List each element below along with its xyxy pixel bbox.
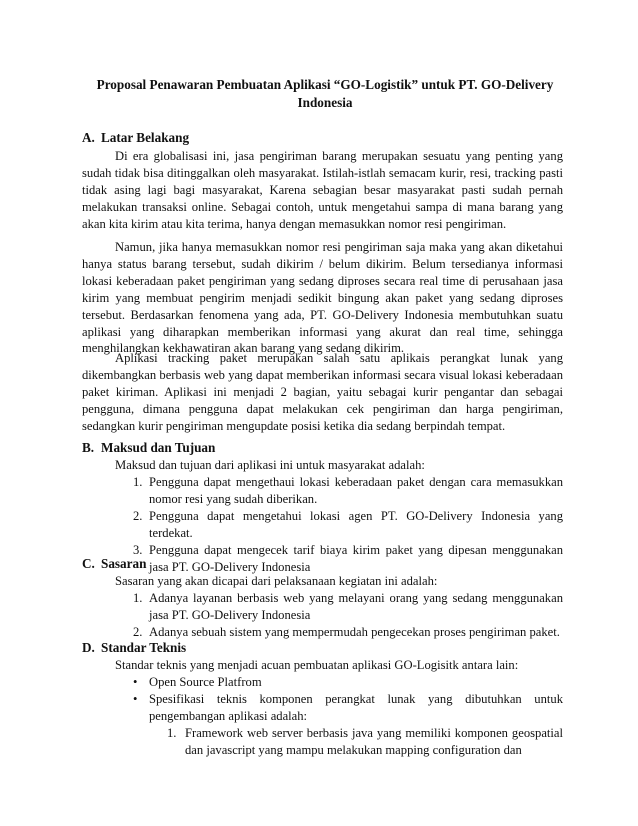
section-title: Standar Teknis <box>101 640 187 655</box>
section-title: Latar Belakang <box>101 130 190 145</box>
list-item-text: Framework web server berbasis java yang memiliki komponen geospatial dan javascript yang mampu melakukan mapping configuration dan <box>185 726 563 757</box>
bullet-icon: • <box>133 691 138 706</box>
section-d-bullet-list <box>115 674 563 725</box>
section-a-paragraph-2: Namun, jika hanya memasukkan nomor resi pengiriman saja maka yang akan diketahui hanya status barang tersebut, sudah dikirim / belum dikirim. Belum tersedianya informasi lokasi keberadaan paket pengiriman yang sedang diproses secara real time di perusahaan jasa kirim yang membuat pengirim menjadi sedikit bingung akan paket yang sedang diproses tersebut. Berdasarkan fenomena yang ada, PT. GO-Delivery Indonesia membutuhkan suatu aplikasi yang diharapkan memberikan informasi yang akurat dan real time, sehingga menghilangkan kekhawatiran akan barang yang sedang dikirim. <box>82 240 563 356</box>
section-c-intro: Sasaran yang akan dicapai dari pelaksanaan kegiatan ini adalah: <box>115 574 438 588</box>
section-c-list <box>115 590 563 641</box>
section-letter: D. <box>82 640 95 655</box>
bullet-item-text: Spesifikasi teknis komponen perangkat lunak yang dibutuhkan untuk pengembangan aplikasi adalah: <box>149 691 563 723</box>
list-item <box>115 474 563 508</box>
section-d-heading <box>82 640 186 656</box>
list-item <box>115 624 563 641</box>
list-number: 1. <box>133 591 143 605</box>
list-item <box>115 508 563 542</box>
list-number: 3. <box>133 542 143 557</box>
list-number: 1. <box>167 726 177 740</box>
section-b-intro: Maksud dan tujuan dari aplikasi ini untuk masyarakat adalah: <box>115 458 425 472</box>
list-number: 2. <box>133 508 143 523</box>
list-item <box>152 725 563 759</box>
list-item <box>115 590 563 624</box>
list-item-text: Pengguna dapat mengethaui lokasi keberadaan paket dengan cara memasukkan nomor resi yang sudah diberikan. <box>149 475 563 506</box>
list-number: 1. <box>133 475 143 489</box>
bullet-icon: • <box>133 675 138 689</box>
bullet-item <box>115 691 563 725</box>
section-letter: A. <box>82 130 95 145</box>
list-item-text: Pengguna dapat mengetahui lokasi agen PT. GO-Delivery Indonesia yang terdekat. <box>149 508 563 540</box>
bullet-item-text: Open Source Platfrom <box>149 675 262 689</box>
section-letter: C. <box>82 556 95 571</box>
section-d-sublist <box>152 725 563 759</box>
bullet-item <box>115 674 563 691</box>
list-item-text: Pengguna dapat mengecek tarif biaya kirim paket yang dipesan menggunakan jasa PT. GO-Delivery Indonesia <box>149 542 563 574</box>
document-title: Proposal Penawaran Pembuatan Aplikasi “GO-Logistik” untuk PT. GO-Delivery Indonesia <box>96 77 554 110</box>
section-title: Sasaran <box>101 556 147 571</box>
section-d-intro: Standar teknis yang menjadi acuan pembuatan aplikasi GO-Logisitk antara lain: <box>115 658 519 672</box>
section-a-heading <box>82 130 189 146</box>
section-c-heading <box>82 556 146 572</box>
section-a-paragraph-1: Di era globalisasi ini, jasa pengiriman barang merupakan sesuatu yang penting yang sudah tidak bisa ditinggalkan oleh masyarakat. Istilah-istlah semacam kurir, resi, tracking pasti tidak asing lagi bagi masyarakat, Karena sebagian besar masyarakat pasti sudah pernah melakukan transaksi online. Sebagai contoh, untuk mengetahui sampa di mana barang yang akan kita kirim atau kita terima, hanya dengan memasukkan nomor resi pengiriman. <box>82 149 563 231</box>
list-item <box>115 542 563 576</box>
section-a-paragraph-3: Aplikasi tracking paket merupakan salah satu aplikais perangkat lunak yang dikembangkan berbasis web yang dapat memberikan informasi secara visual lokasi keberadaan paket kiriman. Aplikasi ini menjadi 2 bagian, yaitu sebagai kurir pengantar dan sebagai pengguna, dimana pengguna dapat melakukan cek pengiriman dan harga pengiriman, sedangkan kurir pengiriman mengupdate posisi ketika dia sedang berpindah tempat. <box>82 351 563 433</box>
section-b-list <box>115 474 563 575</box>
section-letter: B. <box>82 440 95 455</box>
list-number: 2. <box>133 624 143 639</box>
section-title: Maksud dan Tujuan <box>101 440 216 455</box>
list-item-text: Adanya layanan berbasis web yang melayani orang yang sedang menggunakan jasa PT. GO-Delivery Indonesia <box>149 591 563 622</box>
list-item-text: Adanya sebuah sistem yang mempermudah pengecekan proses pengiriman paket. <box>149 624 560 639</box>
section-b-heading <box>82 440 215 456</box>
